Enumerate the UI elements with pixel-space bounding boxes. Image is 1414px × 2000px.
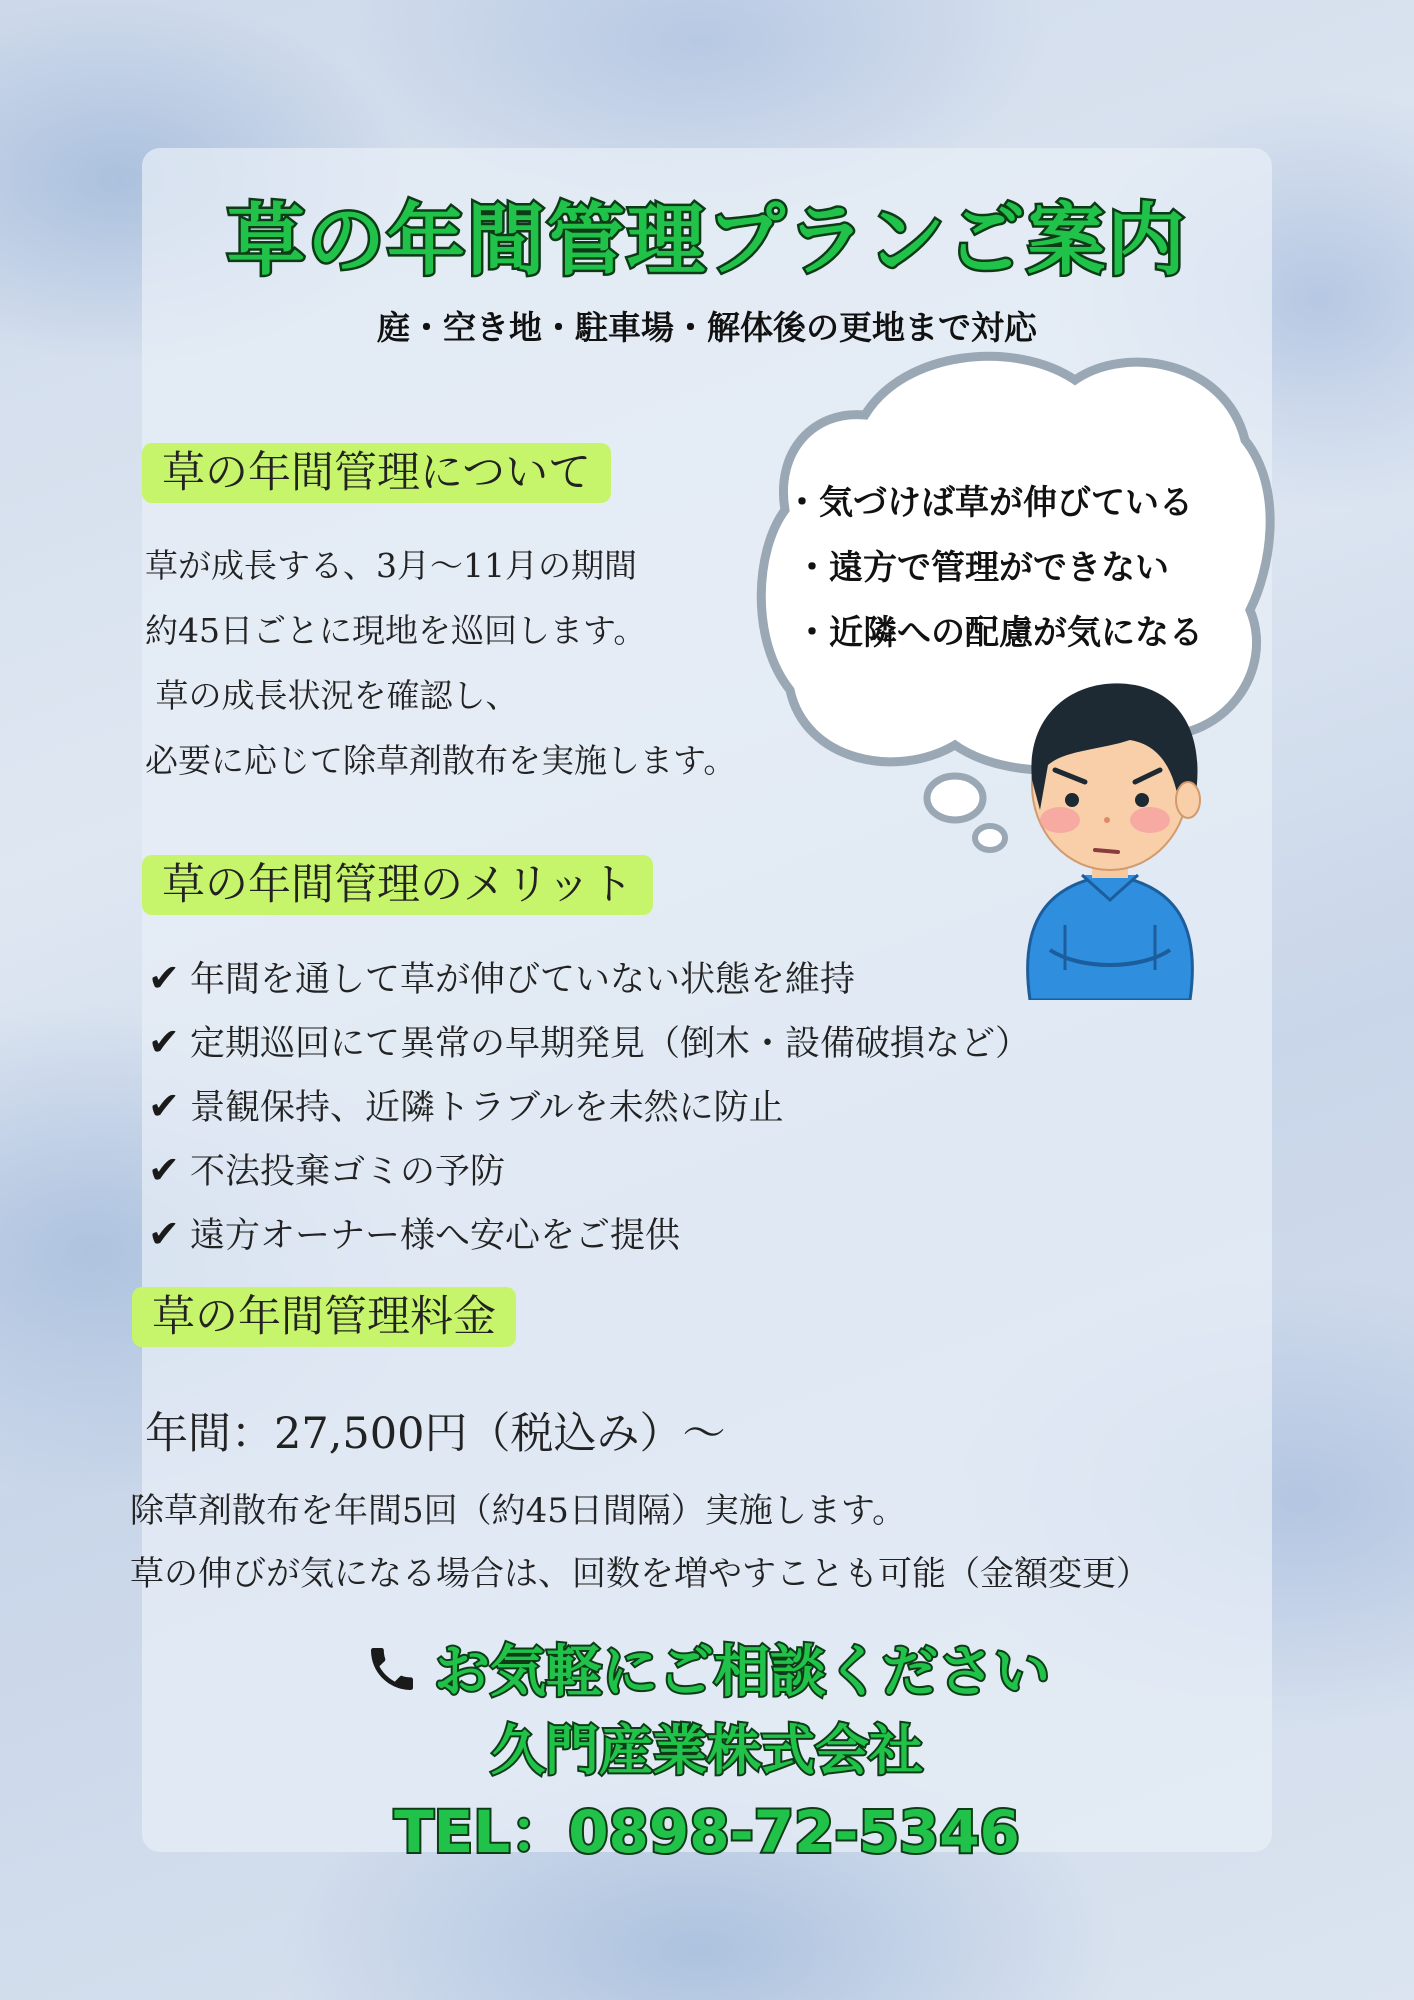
merit-text: 遠方オーナー様へ安心をご提供 <box>190 1216 681 1256</box>
page-title: 草の年間管理プランご案内 <box>226 196 1187 286</box>
phone-number[interactable]: TEL：0898-72-5346 <box>394 1798 1020 1866</box>
about-line-2: 約45日ごとに現地を巡回します。 <box>145 611 647 650</box>
about-line-4: 必要に応じて除草剤散布を実施します。 <box>145 741 737 780</box>
bubble-line-1: ・気づけば草が伸びている <box>785 483 1193 523</box>
about-line-1: 草が成長する、3月～11月の期間 <box>145 546 637 585</box>
merit-item <box>148 1144 505 1194</box>
about-line-3: 草の成長状況を確認し、 <box>145 676 519 715</box>
merit-item <box>148 1080 784 1130</box>
heading-about: 草の年間管理について <box>142 443 611 503</box>
merit-item <box>148 1016 1030 1066</box>
phone-icon <box>364 1641 420 1697</box>
checkmark-icon: ✔ <box>148 1020 180 1064</box>
heading-merits: 草の年間管理のメリット <box>142 855 653 915</box>
contact-cta <box>142 1628 1272 1708</box>
price-text: 年間：27,500円（税込み）～ <box>145 1409 726 1459</box>
merit-text: 不法投棄ゴミの予防 <box>190 1152 506 1192</box>
checkmark-icon: ✔ <box>148 1084 180 1128</box>
merit-text: 定期巡回にて異常の早期発見（倒木・設備破損など） <box>190 1024 1031 1064</box>
bubble-line-2: ・遠方で管理ができない <box>795 548 1169 588</box>
merit-text: 景観保持、近隣トラブルを未然に防止 <box>190 1088 784 1128</box>
checkmark-icon: ✔ <box>148 1212 180 1256</box>
worried-man-illustration <box>1010 670 1210 1000</box>
merit-item <box>148 952 855 1002</box>
checkmark-icon: ✔ <box>148 956 180 1000</box>
price-note-1: 除草剤散布を年間5回（約45日間隔）実施します。 <box>130 1491 907 1531</box>
heading-price: 草の年間管理料金 <box>132 1287 516 1347</box>
company-name: 久門産業株式会社 <box>491 1719 923 1782</box>
bubble-line-3: ・近隣への配慮が気になる <box>795 613 1203 653</box>
page-subtitle: 庭・空き地・駐車場・解体後の更地まで対応 <box>377 308 1037 347</box>
merit-text: 年間を通して草が伸びていない状態を維持 <box>190 960 856 1000</box>
price-note-2: 草の伸びが気になる場合は、回数を増やすことも可能（金額変更） <box>130 1554 1150 1594</box>
contact-cta-text: お気軽にご相談ください <box>434 1640 1050 1705</box>
checkmark-icon: ✔ <box>148 1148 180 1192</box>
merit-item <box>148 1208 680 1258</box>
